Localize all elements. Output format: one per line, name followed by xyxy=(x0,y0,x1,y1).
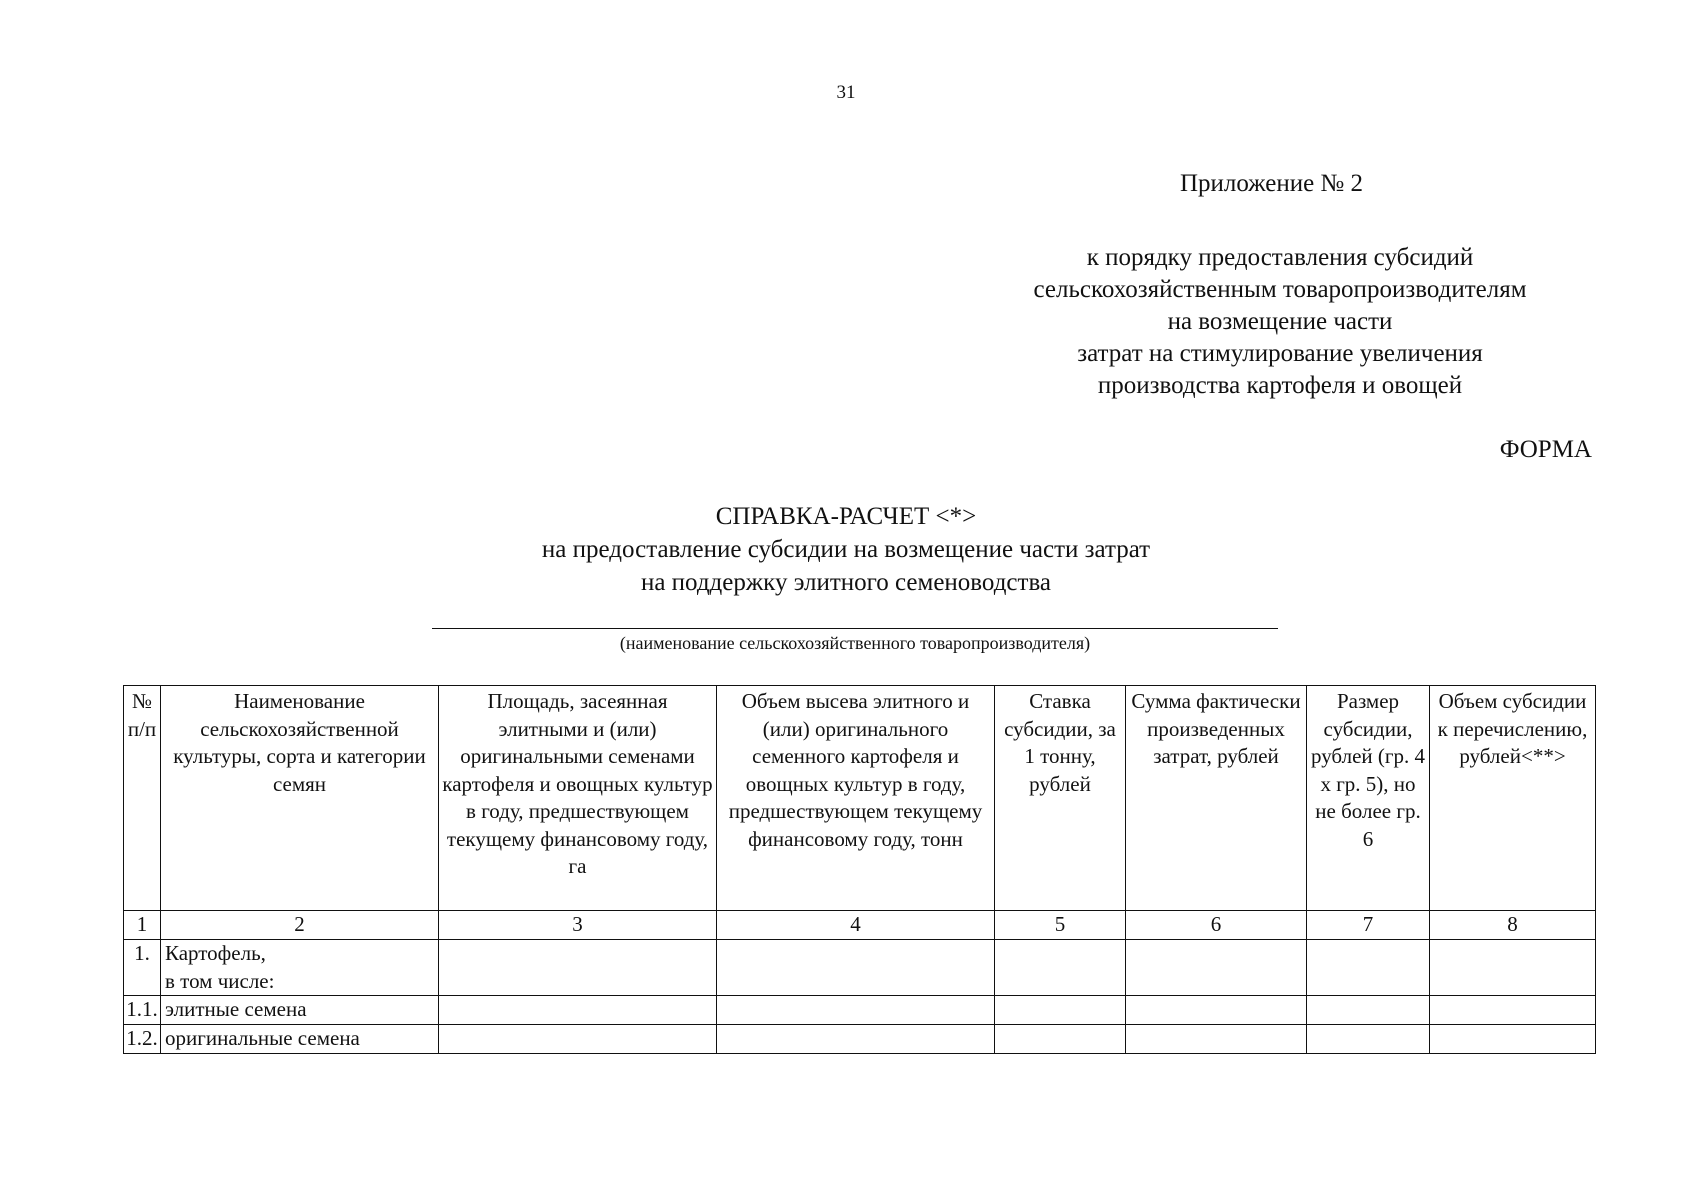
table-cell-empty[interactable] xyxy=(717,940,995,996)
document-title: СПРАВКА-РАСЧЕТ <*> xyxy=(715,503,977,530)
row-crop-name-line: Картофель, xyxy=(165,941,266,965)
column-number: 1 xyxy=(124,911,161,940)
table-row xyxy=(124,1025,1596,1054)
calculation-table xyxy=(123,685,1596,1054)
producer-name-field-line xyxy=(432,628,1278,629)
table-cell-empty[interactable] xyxy=(1430,940,1596,996)
table-cell-empty[interactable] xyxy=(439,1025,717,1054)
column-number-row xyxy=(124,911,1596,940)
appendix-line: на возмещение части xyxy=(1167,308,1393,335)
table-cell-empty[interactable] xyxy=(995,996,1126,1025)
row-crop-name: оригинальные семена xyxy=(161,1025,439,1054)
header-cell-actual-costs: Сумма фактически произведенных затрат, рублей xyxy=(1126,686,1307,911)
row-number: 1.1. xyxy=(124,996,161,1025)
table-cell-empty[interactable] xyxy=(1307,996,1430,1025)
table-cell-empty[interactable] xyxy=(439,940,717,996)
header-cell-area: Площадь, засеянная элитными и (или) оригинальными семенами картофеля и овощных культур в году, предшествующем текущему финансовому году, га xyxy=(439,686,717,911)
table-cell-empty[interactable] xyxy=(1430,1025,1596,1054)
table-cell-empty[interactable] xyxy=(995,940,1126,996)
document-subtitle-line: на предоставление субсидии на возмещение части затрат xyxy=(541,536,1151,563)
table-row xyxy=(124,996,1596,1025)
row-crop-name: элитные семена xyxy=(161,996,439,1025)
column-number: 2 xyxy=(161,911,439,940)
header-cell-crop-name: Наименование сельскохозяйственной культуры, сорта и категории семян xyxy=(161,686,439,911)
column-number: 5 xyxy=(995,911,1126,940)
appendix-line: к порядку предоставления субсидий xyxy=(1086,244,1474,271)
table-cell-empty[interactable] xyxy=(1430,996,1596,1025)
column-number: 4 xyxy=(717,911,995,940)
header-cell-subsidy-rate: Ставка субсидии, за 1 тонну, рублей xyxy=(995,686,1126,911)
header-cell-subsidy-transfer: Объем субсидии к перечислению, рублей<**> xyxy=(1430,686,1596,911)
document-header xyxy=(0,500,1692,599)
row-number: 1.2. xyxy=(124,1025,161,1054)
header-cell-subsidy-amount: Размер субсидии, рублей (гр. 4 х гр. 5), но не более гр. 6 xyxy=(1307,686,1430,911)
appendix-line: сельскохозяйственным товаропроизводителям xyxy=(1033,276,1527,303)
appendix-description xyxy=(1000,242,1560,402)
document-subtitle-line: на поддержку элитного семеноводства xyxy=(640,569,1052,596)
column-number: 3 xyxy=(439,911,717,940)
table-cell-empty[interactable] xyxy=(717,996,995,1025)
table-cell-empty[interactable] xyxy=(1126,996,1307,1025)
form-label: ФОРМА xyxy=(1499,436,1592,463)
column-number: 8 xyxy=(1430,911,1596,940)
row-crop-name xyxy=(161,940,439,996)
appendix-line: производства картофеля и овощей xyxy=(1097,372,1463,399)
table-cell-empty[interactable] xyxy=(1307,1025,1430,1054)
header-cell-seeding-volume: Объем высева элитного и (или) оригинального семенного картофеля и овощных культур в году, предшествующем текущему финансовому году, тонн xyxy=(717,686,995,911)
column-number: 7 xyxy=(1307,911,1430,940)
table-header-row xyxy=(124,686,1596,911)
table-cell-empty[interactable] xyxy=(717,1025,995,1054)
row-number: 1. xyxy=(124,940,161,996)
table-cell-empty[interactable] xyxy=(1126,1025,1307,1054)
row-crop-name-line: в том числе: xyxy=(165,968,275,993)
column-number: 6 xyxy=(1126,911,1307,940)
table-cell-empty[interactable] xyxy=(995,1025,1126,1054)
header-cell-number: № п/п xyxy=(124,686,161,911)
table-row xyxy=(124,940,1596,996)
table-cell-empty[interactable] xyxy=(1307,940,1430,996)
appendix-title: Приложение № 2 xyxy=(1180,170,1364,197)
page-number: 31 xyxy=(836,82,856,103)
appendix-line: затрат на стимулирование увеличения xyxy=(1077,340,1483,367)
producer-name-caption: (наименование сельскохозяйственного товаропроизводителя) xyxy=(619,633,1091,653)
table-cell-empty[interactable] xyxy=(439,996,717,1025)
table-cell-empty[interactable] xyxy=(1126,940,1307,996)
